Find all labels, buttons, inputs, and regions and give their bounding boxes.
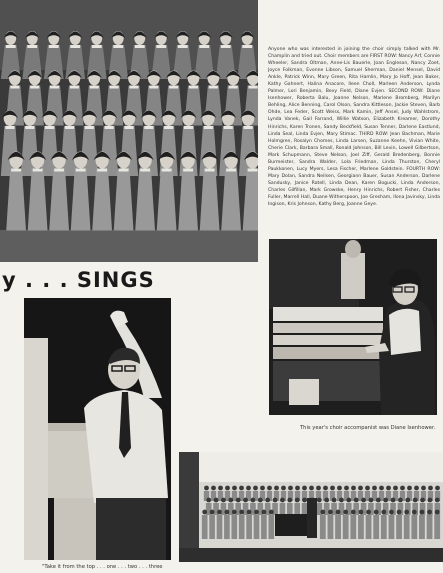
concert-singer-head	[288, 486, 293, 491]
concert-singer-head	[359, 510, 364, 515]
concert-singer-head	[351, 510, 356, 515]
concert-singer-head	[265, 498, 270, 503]
concert-singer-head	[369, 498, 374, 503]
concert-singer-robe	[202, 515, 208, 539]
concert-singer-head	[320, 510, 325, 515]
concert-singer-robe	[335, 515, 341, 539]
concert-singer-robe	[209, 515, 215, 539]
concert-singer-head	[374, 510, 379, 515]
concert-singer-robe	[217, 515, 223, 539]
choir-collar	[97, 169, 107, 172]
concert-singer-head	[420, 510, 425, 515]
concert-singer-head	[344, 486, 349, 491]
choir-collar	[129, 86, 138, 89]
concert-singer-head	[214, 498, 219, 503]
concert-singer-robe	[287, 503, 293, 515]
concert-singer-head	[262, 510, 267, 515]
choir-collar	[119, 169, 129, 172]
choir-collar	[149, 86, 158, 89]
concert-singer-robe	[381, 515, 387, 539]
concert-singer-head	[358, 486, 363, 491]
concert-singer-robe	[231, 515, 237, 539]
concert-singer-head	[428, 498, 433, 503]
concert-singer-robe	[254, 515, 260, 539]
concert-singer-head	[421, 486, 426, 491]
choir-collar	[105, 126, 114, 129]
concert-singer-robe	[427, 515, 433, 539]
concert-singer-head	[221, 498, 226, 503]
concert-singer-head	[427, 510, 432, 515]
concert-singer-head	[269, 510, 274, 515]
concert-singer-robe	[343, 515, 349, 539]
choir-collar	[6, 45, 16, 48]
concert-singer-robe	[302, 503, 308, 515]
choir-collar	[92, 45, 102, 48]
concert-singer-robe	[358, 515, 364, 539]
concert-singer-head	[398, 498, 403, 503]
concert-singer-head	[339, 498, 344, 503]
choir-collar	[90, 86, 99, 89]
choir-collar	[164, 126, 173, 129]
concert-singer-head	[354, 498, 359, 503]
concert-singer-head	[346, 498, 351, 503]
sings-heading: y . . . SINGS	[2, 268, 155, 292]
choir-collar	[184, 126, 193, 129]
concert-singer-head	[389, 510, 394, 515]
choir-collar	[110, 86, 119, 89]
concert-singer-head	[351, 486, 356, 491]
concert-singer-robe	[224, 515, 230, 539]
concert-singer-head	[202, 510, 207, 515]
choir-collar	[248, 169, 258, 172]
concert-singer-head	[336, 510, 341, 515]
concert-photo	[179, 452, 443, 562]
concert-singer-head	[239, 486, 244, 491]
concert-singer-head	[435, 510, 440, 515]
accompanist-photo	[269, 239, 437, 415]
concert-singer-head	[323, 486, 328, 491]
choir-collar	[204, 126, 213, 129]
choir-collar	[5, 126, 14, 129]
concert-singer-head	[309, 486, 314, 491]
choir-collar	[54, 169, 64, 172]
choir-collar	[50, 86, 59, 89]
concert-singer-head	[243, 498, 248, 503]
concert-singer-head	[376, 498, 381, 503]
concert-singer-head	[206, 498, 211, 503]
concert-singer-head	[393, 486, 398, 491]
concert-singer-head	[225, 486, 230, 491]
concert-singer-head	[383, 498, 388, 503]
concert-singer-head	[295, 486, 300, 491]
choir-collar	[10, 86, 19, 89]
choir-collar	[76, 169, 86, 172]
concert-singer-robe	[404, 515, 410, 539]
choir-group-photo	[0, 0, 258, 262]
concert-singer-head	[343, 510, 348, 515]
concert-singer-robe	[411, 515, 417, 539]
roster-text: Anyone who was interested in joining the choir simply talked with Mr. Champlin and tried out. Choir members are FIRST ROW: Nancy Arf, Connie Wheeler, Sandra Oltman, Anne-Lis Bauerle, Joan Engleson, Nancy Zoet, Joyce Folkman, Evonne Libson, Samuel Sherman, Daniel Mensel, David Ankle, Patrick Winn, Mary Green, Rita Hamlin, Mary Jo Hoff, Jean Baker, Kathy Gahnert, Halina Anacore, Ileen Choll, Marleen Anderson, Lynda Palmer, Lori Benjamin, Bevy Field, Diane Evjen. SECOND ROW: Diane Isenhower, Roberta Balu, Joanne Nelson, Marlene Bromberg, Marilyn Behling, Alice Benning, Carol Olson, Sandra Kittleson, Jackie Steven, Barb Ohde, Lea Feder, Scott Weiss, Mark Kamin, Jeff Ansel, Judy Wahlstrom, Lynda Vanek, Gail Farrand, Willie Watson, Elizabeth Kreamer, Dorothy Hinrichs, Karen Tronen, Sandy Beckfield, Susan Tenner, Darlene Eastlund, Linda Seal, Linda Evjen, Mary Stimac. THIRD ROW: Jean Bachman, Marie Holmgren, Rosalyn Chomes, Linda Larsen, Suzanne Keehn, Vivian White, Cherie Clark, Barbara Small, Ronald Johnson, Bill Levin, Lowell Gilbertson, Mark Schupmann, Steve Nelson, Joel Ziff, Gerald Bredenberg, Bonnie Burmeister, Sandra Walder, Lola Friedman, Linda Thurston, Cheryl Paukkonen, Lucy Myers, Lesa Fischer, Marlene Goldstein. FOURTH ROW: Mary Dolan, Sandra Neilsen, Georgiann Bauer, Susan Anderson, Darlene Sandusky, Janice Ratell, Linda Dean, Karen Bogucki, Linda Anderson, Charles Gilfillan, Mark Growske, Henry Hinrichs, Robert Fisher, Charles Fuller, Marrell Hall, Duane Witherspoon, Joe Gresham, Ilona Javinsky, Linda Ingison, Kris Johnson, Kathy Berg, Joanne Geye.	[268, 47, 440, 208]
concert-singer-head	[247, 510, 252, 515]
accompanist-caption: This year's choir accompanist was Diane Isenhower.	[300, 425, 436, 431]
choir-collar	[205, 169, 215, 172]
conductor-caption: "Take it from the top . . . one . . . two . . . three	[42, 564, 163, 570]
concert-singer-head	[211, 486, 216, 491]
concert-singer-robe	[268, 515, 274, 539]
concert-singer-head	[232, 510, 237, 515]
concert-singer-head	[400, 486, 405, 491]
concert-singer-robe	[350, 515, 356, 539]
concert-singer-head	[260, 486, 265, 491]
concert-singer-head	[428, 486, 433, 491]
concert-singer-head	[379, 486, 384, 491]
concert-singer-head	[397, 510, 402, 515]
concert-singer-head	[273, 498, 278, 503]
concert-singer-head	[365, 486, 370, 491]
choir-collar	[30, 86, 39, 89]
concert-singer-head	[228, 498, 233, 503]
concert-singer-robe	[396, 515, 402, 539]
concert-singer-head	[302, 486, 307, 491]
concert-singer-head	[435, 498, 440, 503]
concert-singer-robe	[280, 503, 286, 515]
concert-singer-head	[232, 486, 237, 491]
concert-singer-head	[330, 486, 335, 491]
concert-singer-head	[267, 486, 272, 491]
choir-collar	[113, 45, 123, 48]
concert-singer-head	[287, 498, 292, 503]
concert-singer-head	[366, 510, 371, 515]
concert-singer-head	[317, 498, 322, 503]
choir-collar	[189, 86, 198, 89]
concert-singer-head	[391, 498, 396, 503]
choir-collar	[27, 45, 37, 48]
choir-collar	[144, 126, 153, 129]
concert-singer-head	[251, 498, 256, 503]
concert-singer-head	[236, 498, 241, 503]
choir-collar	[135, 45, 145, 48]
concert-singer-head	[218, 486, 223, 491]
choir-collar	[25, 126, 34, 129]
choir-collar	[85, 126, 94, 129]
concert-singer-robe	[239, 515, 245, 539]
choir-collar	[242, 45, 252, 48]
choir-collar	[124, 126, 133, 129]
concert-singer-head	[404, 510, 409, 515]
concert-singer-head	[386, 486, 391, 491]
concert-singer-head	[280, 498, 285, 503]
concert-singer-head	[295, 498, 300, 503]
concert-singer-head	[225, 510, 230, 515]
concert-singer-head	[332, 498, 337, 503]
concert-singer-head	[316, 486, 321, 491]
concert-singer-head	[381, 510, 386, 515]
conductor-photo	[24, 298, 171, 560]
concert-singer-robe	[261, 515, 267, 539]
concert-singer-head	[414, 486, 419, 491]
concert-singer-head	[281, 486, 286, 491]
concert-singer-robe	[373, 515, 379, 539]
choir-collar	[226, 169, 236, 172]
choir-collar	[70, 45, 80, 48]
choir-collar	[33, 169, 43, 172]
concert-singer-robe	[320, 515, 326, 539]
concert-singer-head	[253, 486, 258, 491]
choir-collar	[229, 86, 238, 89]
choir-collar	[183, 169, 193, 172]
choir-collar	[169, 86, 178, 89]
concert-singer-head	[407, 486, 412, 491]
concert-singer-head	[258, 498, 263, 503]
choir-collar	[248, 86, 257, 89]
concert-singer-head	[328, 510, 333, 515]
concert-singer-head	[246, 486, 251, 491]
concert-singer-robe	[434, 515, 440, 539]
choir-collar	[65, 126, 74, 129]
concert-singer-head	[217, 510, 222, 515]
choir-collar	[70, 86, 79, 89]
choir-collar	[224, 126, 233, 129]
concert-singer-robe	[366, 515, 372, 539]
concert-singer-head	[274, 486, 279, 491]
concert-singer-robe	[389, 515, 395, 539]
concert-singer-head	[204, 486, 209, 491]
concert-singer-robe	[328, 515, 334, 539]
choir-collar	[156, 45, 166, 48]
concert-singer-head	[324, 498, 329, 503]
concert-singer-head	[420, 498, 425, 503]
choir-collar	[209, 86, 218, 89]
concert-singer-head	[372, 486, 377, 491]
concert-singer-head	[337, 486, 342, 491]
choir-roster-paragraph	[268, 46, 440, 230]
concert-singer-head	[239, 510, 244, 515]
concert-singer-head	[361, 498, 366, 503]
concert-singer-head	[412, 510, 417, 515]
choir-collar	[49, 45, 59, 48]
concert-singer-head	[405, 498, 410, 503]
concert-singer-head	[413, 498, 418, 503]
concert-singer-head	[210, 510, 215, 515]
choir-collar	[199, 45, 209, 48]
choir-collar	[178, 45, 188, 48]
concert-singer-robe	[246, 515, 252, 539]
concert-singer-robe	[294, 503, 300, 515]
concert-singer-head	[254, 510, 259, 515]
choir-collar	[162, 169, 172, 172]
concert-singer-head	[435, 486, 440, 491]
choir-collar	[140, 169, 150, 172]
choir-collar	[45, 126, 54, 129]
choir-collar	[244, 126, 253, 129]
choir-collar	[11, 169, 21, 172]
choir-collar	[221, 45, 231, 48]
concert-singer-robe	[419, 515, 425, 539]
concert-singer-head	[302, 498, 307, 503]
